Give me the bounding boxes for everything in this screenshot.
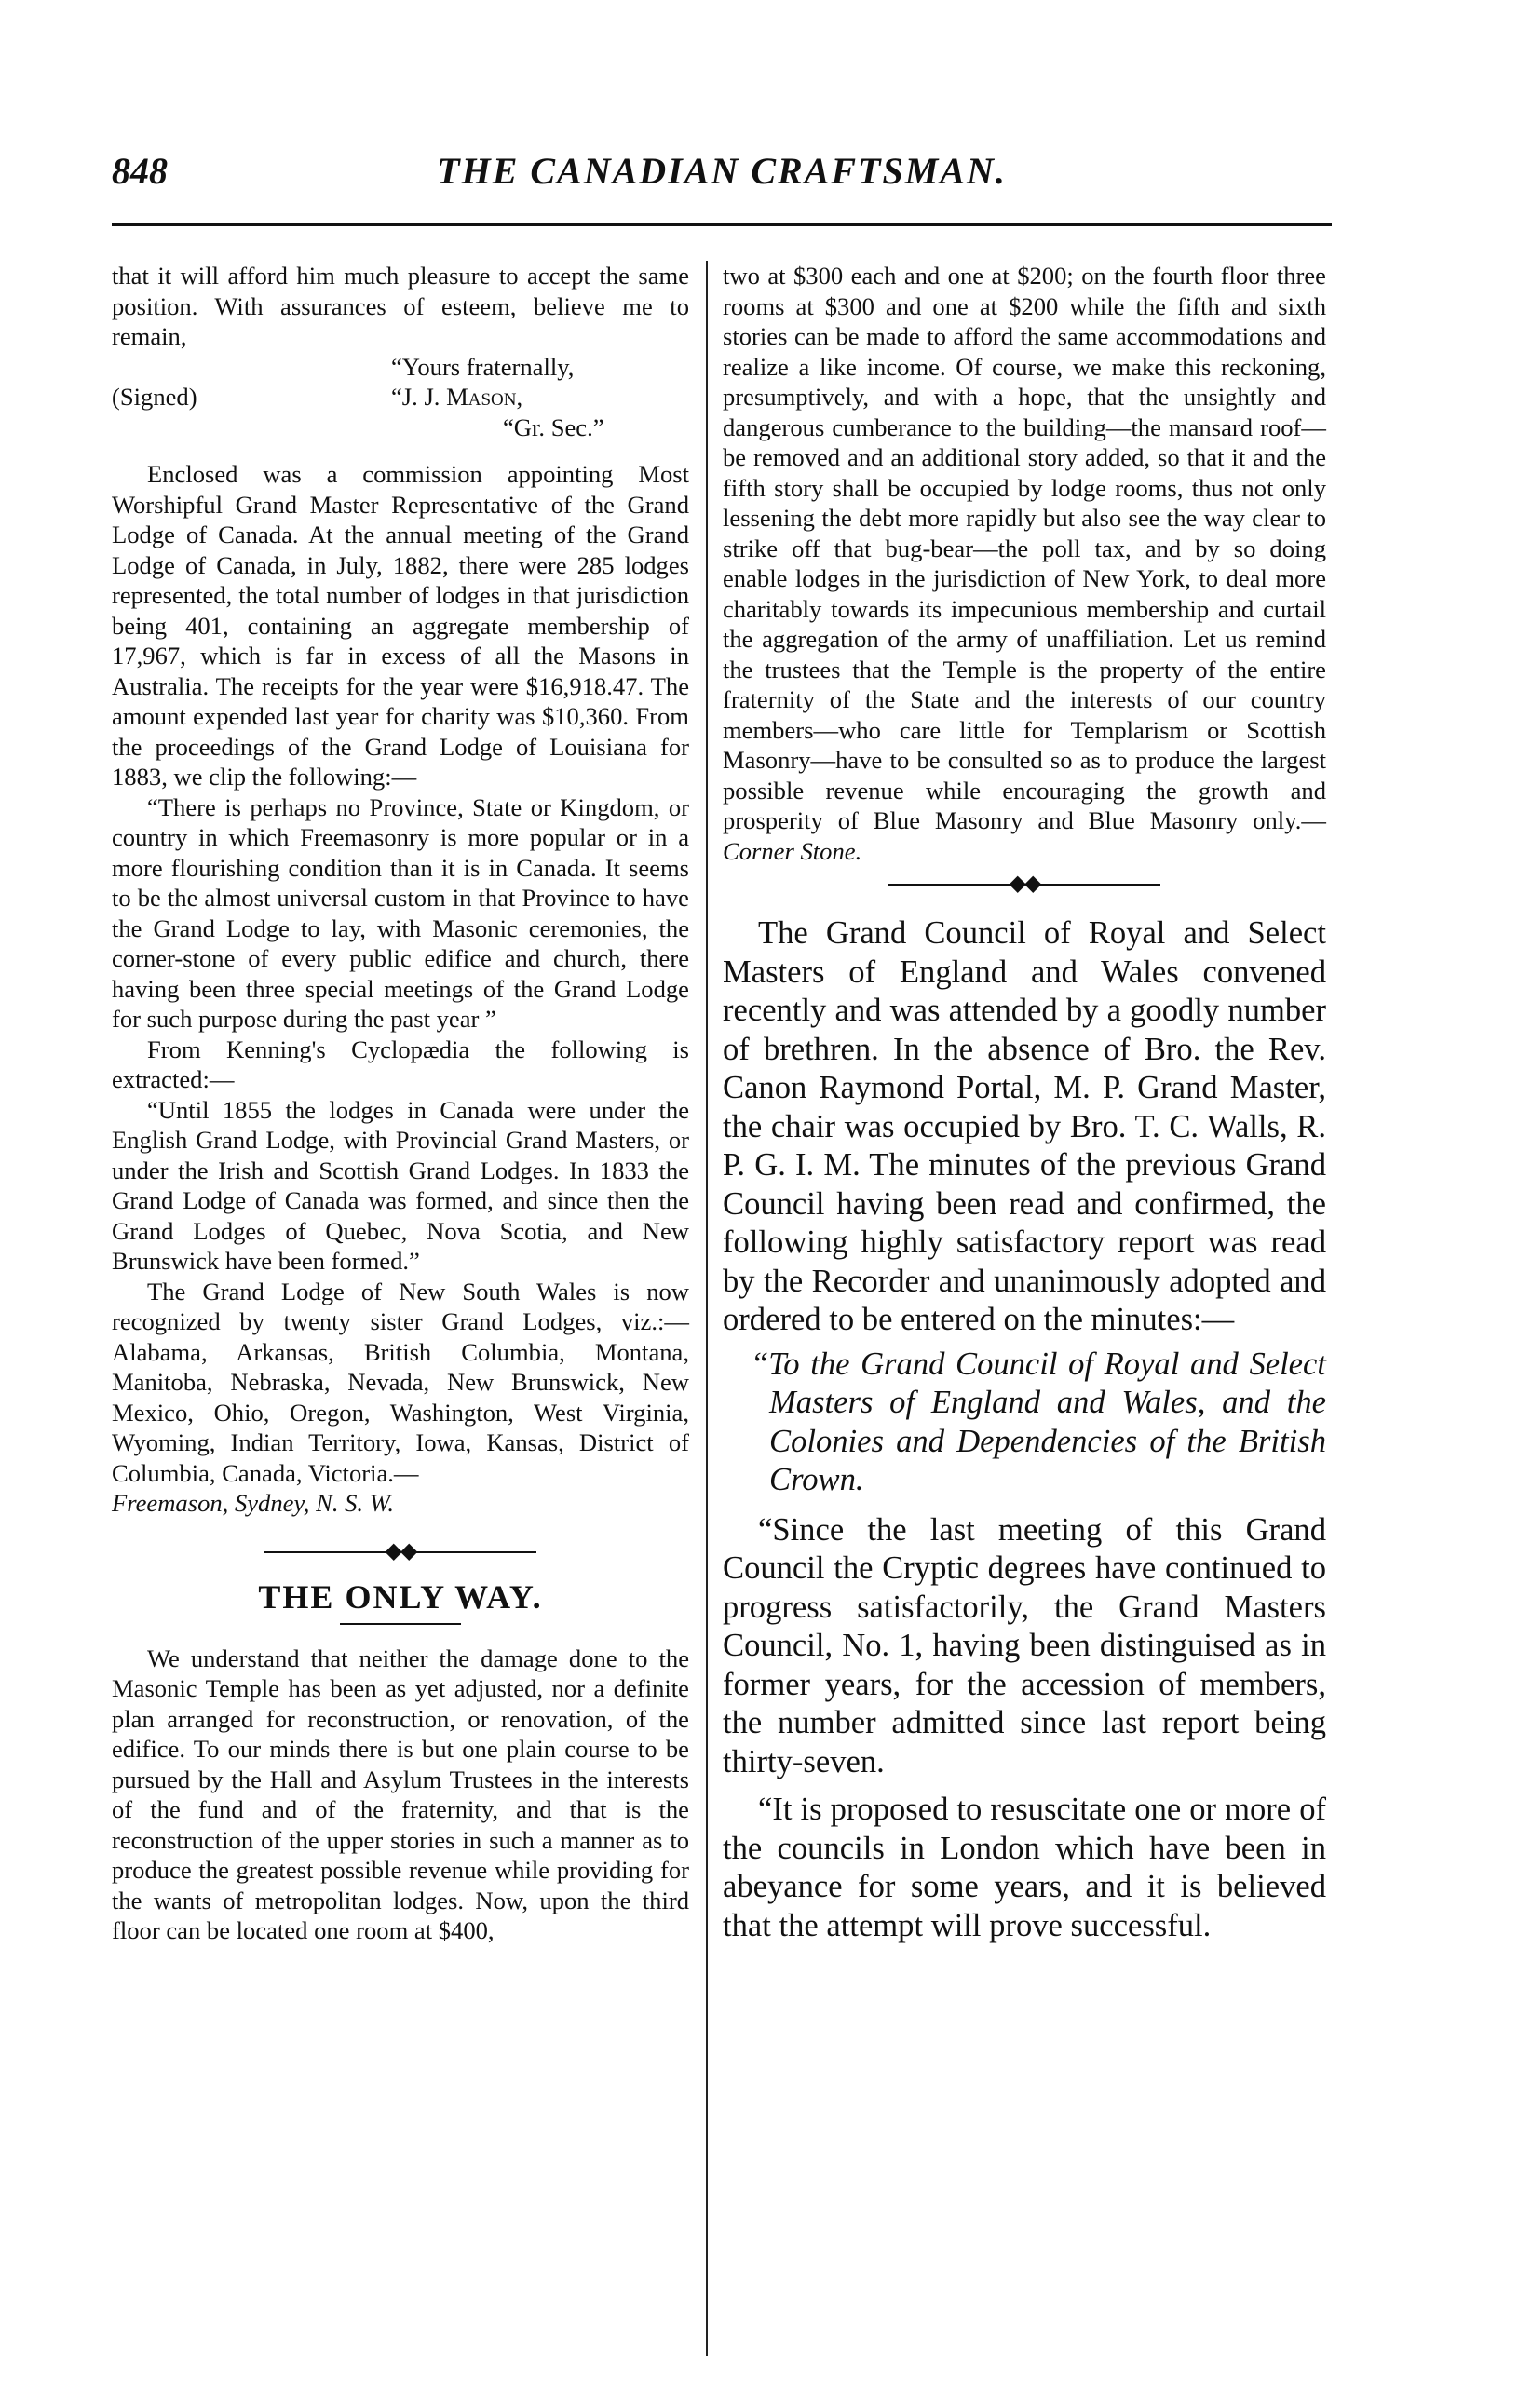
signature-block <box>112 352 689 443</box>
paragraph <box>723 261 1326 866</box>
quote-paragraph: “Since the last meeting of this Grand Council the Cryptic degrees have continued to progress satisfactorily, the Grand Masters Council, No. 1, having been distinguised as in former years, for the accession of members, the number admitted since last report being thirty-seven. <box>723 1511 1326 1779</box>
paragraph: We understand that neither the damage done to the Masonic Temple has been as yet adjusted, nor a definite plan arranged for reconstruction, or renovation, of the edifice. To our minds there is but one plain course to be pursued by the Hall and Asylum Trustees in the interests of the fund and of the fraternity, and that is the reconstruction of the upper stories in such a manner as to produce the greatest possible revenue while providing for the wants of metropolitan lodges. Now, upon the third floor can be located one room at $400, <box>112 1644 689 1944</box>
paragraph: From Kenning's Cyclopædia the following is extracted:— <box>112 1035 689 1093</box>
quote-paragraph: “There is perhaps no Province, State or Kingdom, or country in which Freemasonry is more popular or in a more flourishing condition than it is in Canada. It seems to be the almost universal custom in that Province to have the Grand Lodge to lay, with Masonic ceremonies, the corner-stone of every public edifice and church, there having been three special meetings of the Grand Lodge for such purpose during the past year ” <box>112 792 689 1033</box>
paragraph: that it will afford him much pleasure to accept the same position. With assurances of esteem, believe me to remain, <box>112 262 689 350</box>
paragraph: Enclosed was a commission appointing Most Worshipful Grand Master Representative of the Grand Lodge of Canada. At the annual meeting of the Grand Lodge of Canada, in July, 1882, there were 285 lodges represented, the total number of lodges in that jurisdiction being 401, containing an aggregate membership of 17,967, which is far in excess of all the Masons in Australia. The receipts for the year were $16,918.47. The amount expended last year for charity was $10,360. From the proceedings of the Grand Lodge of Louisiana for 1883, we clip the following:— <box>112 460 689 791</box>
page-number: 848 <box>112 150 168 192</box>
left-column <box>112 261 689 1946</box>
running-header <box>112 149 1332 205</box>
paragraph-text: The Grand Lodge of New South Wales is now recognized by twenty sister Grand Lodges, viz.:—Alabama, Arkansas, British Columbia, Montana, Manitoba, Nebraska, Nevada, New Brunswick, New Mexico, Ohio, Oregon, Washington, West Virginia, Wyoming, Indian Territory, Iowa, Kansas, District of Columbia, Canada, Victoria.— <box>112 1277 689 1487</box>
paragraph <box>112 1277 689 1519</box>
ornament-divider: ◆◆ <box>723 872 1326 896</box>
paragraph-text: two at $300 each and one at $200; on the fourth floor three rooms at $300 and one at $200 while the fifth and sixth stories can be made to afford the same accommodations and realize a like income. Of course, we make this reckoning, presumptively, and with a hope, that the unsightly and dangerous cumberance to the building—the mansard roof—be removed and an additional story added, so that it and the fifth story shall be occupied by lodge rooms, thus not only lessening the debt more rapidly but also see the way clear to strike off that bug-bear—the poll tax, and by so doing enable lodges in the jurisdiction of New York, to deal more charitably towards its impecunious membership and curtail the aggregation of the army of unaffiliation. Let us remind the trustees that the Temple is the property of the entire fraternity of the State and the interests of our country members—who care little for Templarism or Scottish Masonry—have to be consulted so as to produce the largest possible revenue while encouraging the growth and prosperity of Blue Masonry and Blue Masonry only.— <box>723 262 1326 834</box>
right-column <box>723 261 1326 1945</box>
signature-signed: (Signed) <box>112 383 197 411</box>
running-title: THE CANADIAN CRAFTSMAN. <box>437 150 1007 192</box>
quote-paragraph: “Until 1855 the lodges in Canada were under the English Grand Lodge, with Provincial Grand Masters, or under the Irish and Scottish Grand Lodges. In 1833 the Grand Lodge of Canada was formed, and since then the Grand Lodges of Quebec, Nova Scotia, and New Brunswick have been formed.” <box>112 1095 689 1275</box>
signature-name: “J. J. Mason, <box>391 383 523 411</box>
column-divider <box>706 261 708 2356</box>
quote-paragraph: “It is proposed to resuscitate one or more of the councils in London which have been in abeyance for some years, and it is believed that the attempt will prove successful. <box>723 1792 1326 1943</box>
source-citation: Freemason, Sydney, N. S. W. <box>112 1489 395 1517</box>
address-line: “To the Grand Council of Royal and Select Masters of England and Wales, and the Colonies and Dependencies of the British Crown. <box>751 1346 1326 1497</box>
source-citation: Corner Stone. <box>723 836 862 865</box>
heading-rule <box>340 1623 461 1625</box>
signature-title: “Gr. Sec.” <box>503 413 604 441</box>
header-rule <box>112 223 1332 226</box>
paragraph: The Grand Council of Royal and Select Masters of England and Wales convened recently and was attended by a goodly number of brethren. In the absence of Bro. the Rev. Canon Raymond Portal, M. P. Grand Master, the chair was occupied by Bro. T. C. Walls, R. P. G. I. M. The minutes of the previous Grand Council having been read and confirmed, the following highly satisfactory report was read by the Recorder and unanimously adopted and ordered to be entered on the minutes:— <box>723 915 1326 1337</box>
ornament-divider: ◆◆ <box>112 1539 689 1563</box>
signature-closing: “Yours fraternally, <box>391 352 575 381</box>
large-type-section <box>723 914 1326 1945</box>
section-heading: THE ONLY WAY. <box>258 1577 543 1616</box>
